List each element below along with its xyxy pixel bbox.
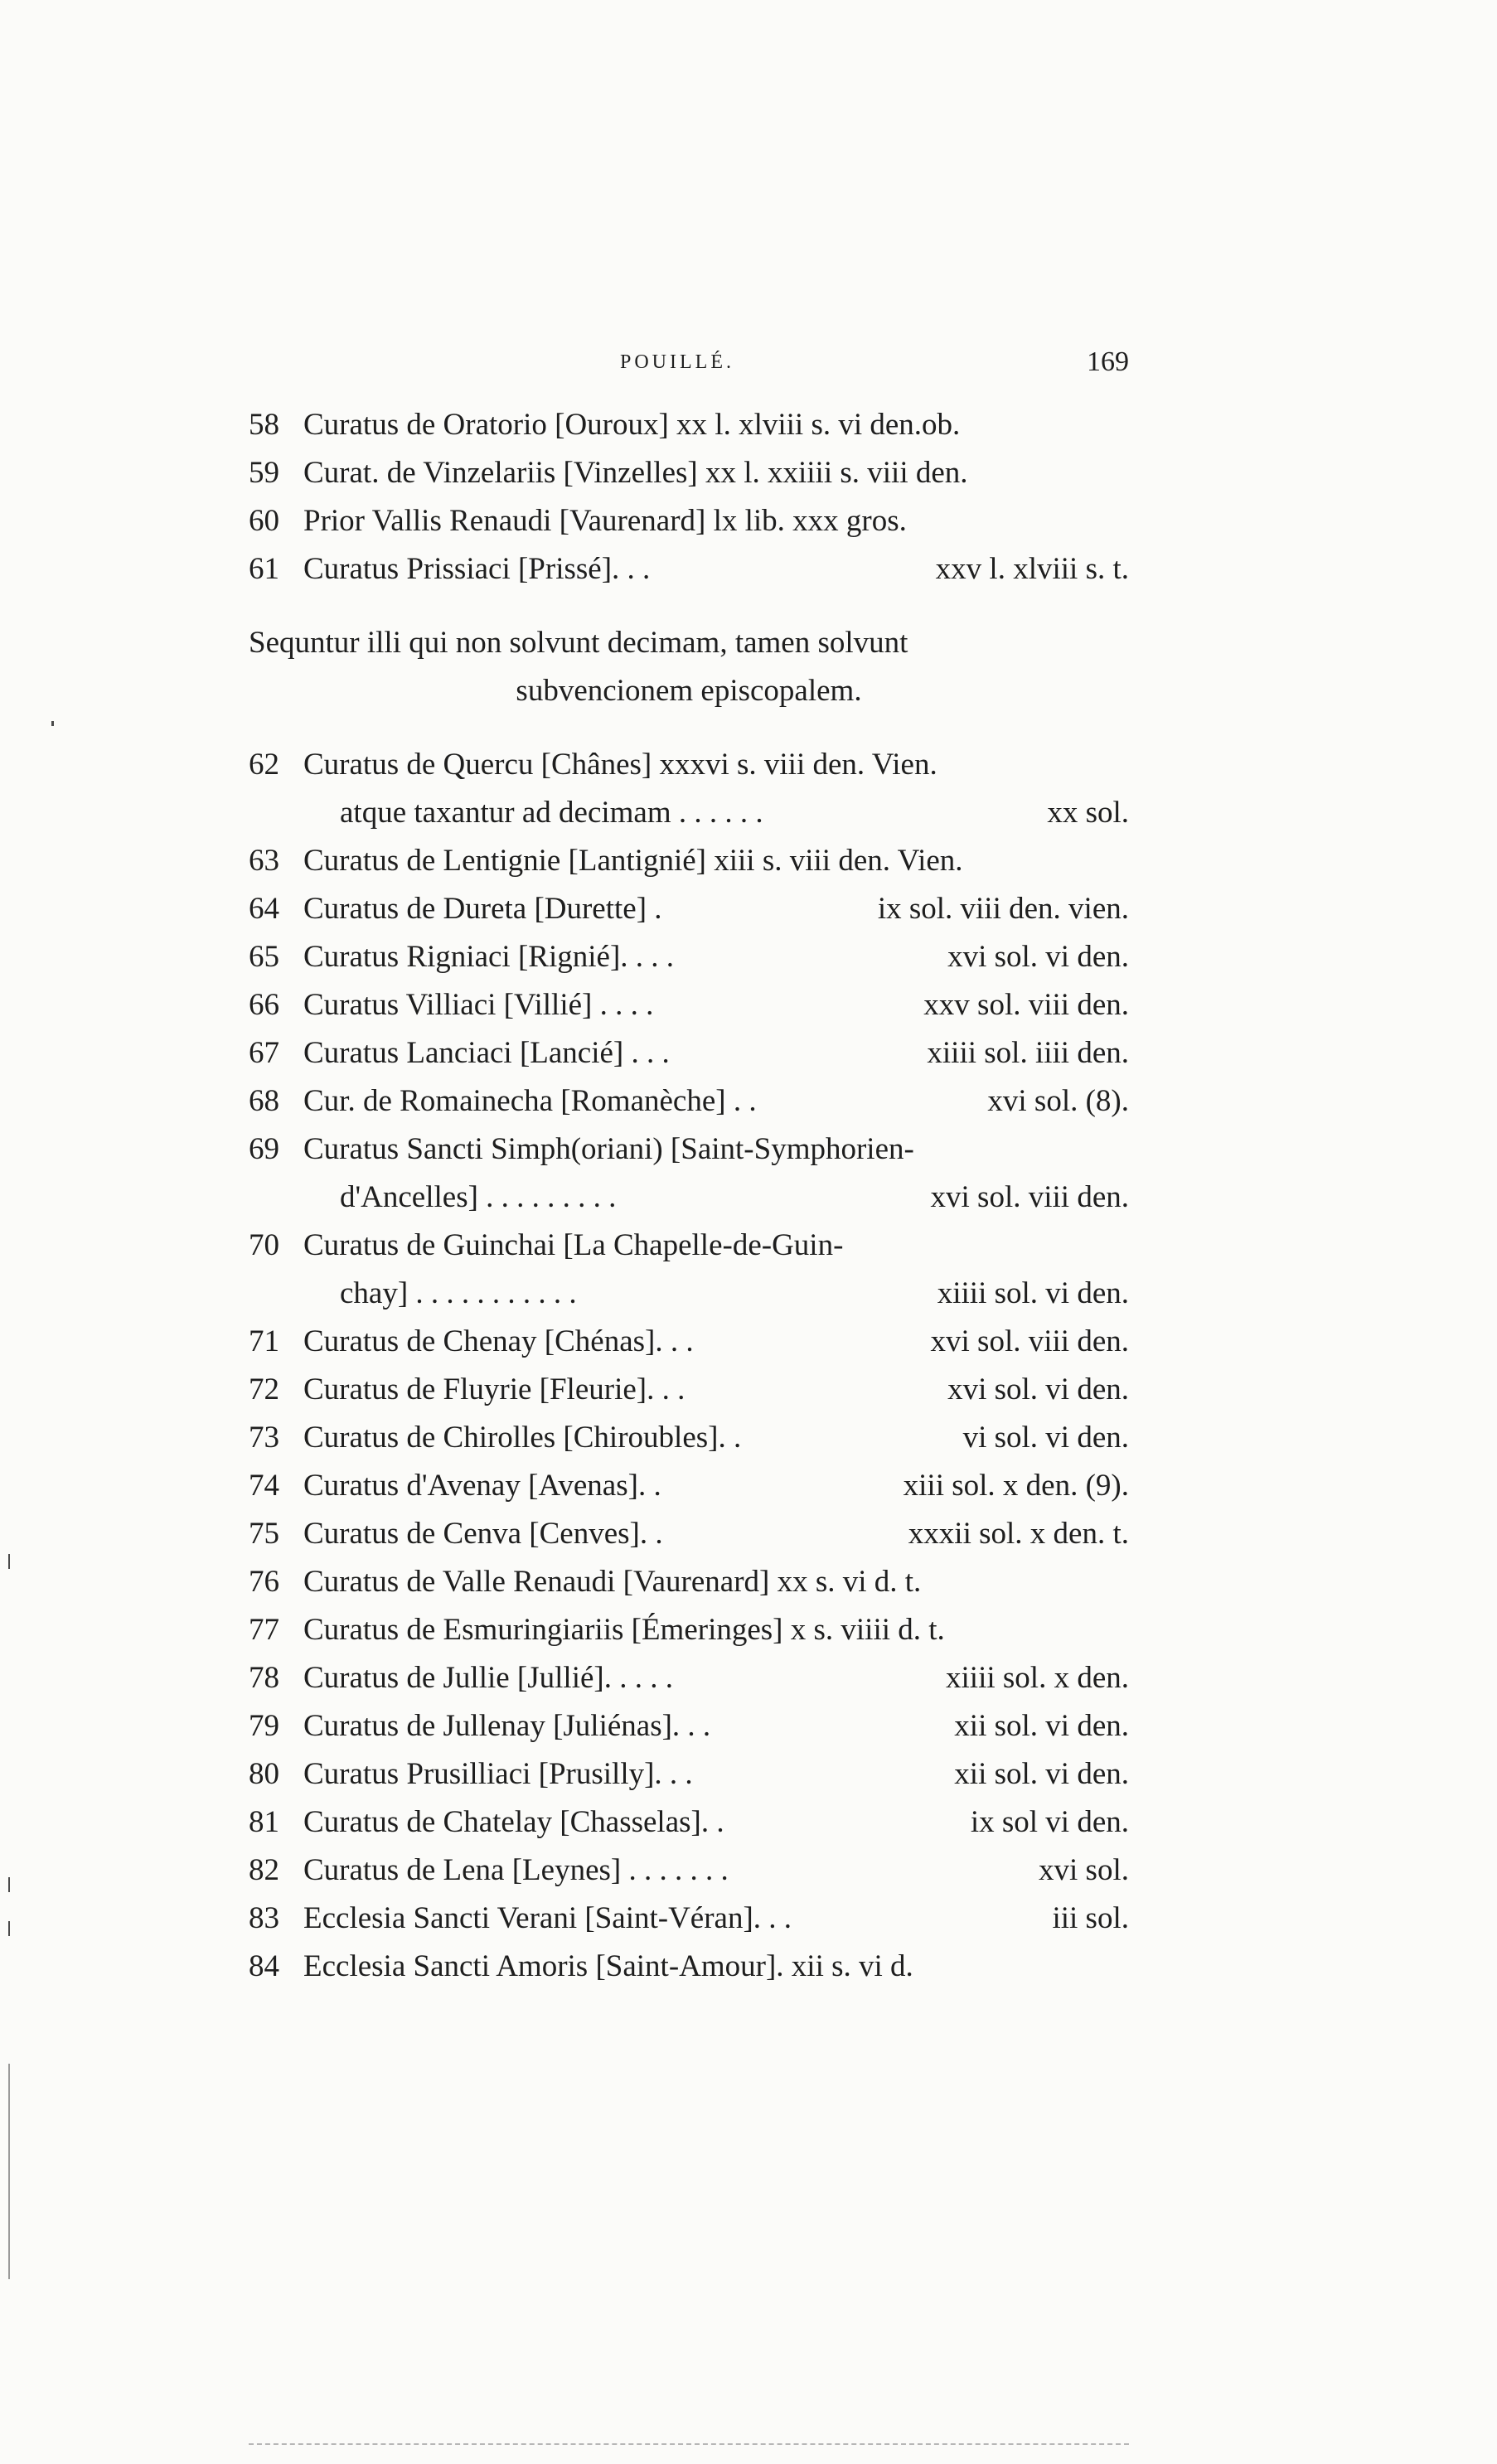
page-header bbox=[249, 346, 1129, 386]
entry-81 bbox=[249, 1801, 1129, 1844]
section-heading-line-2 bbox=[249, 670, 1129, 713]
entry-number: 78 bbox=[249, 1661, 279, 1695]
section-heading-line-1 bbox=[249, 622, 1129, 665]
entry-amount: xiiii sol. x den. bbox=[946, 1661, 1129, 1695]
entry-amount: xiiii sol. iiii den. bbox=[927, 1036, 1129, 1070]
entry-text: d'Ancelles] . . . . . . . . . bbox=[340, 1180, 617, 1214]
entry-text: atque taxantur ad decimam . . . . . . bbox=[340, 796, 763, 830]
entry-number: 81 bbox=[249, 1805, 279, 1839]
entry-text: Curatus Prissiaci [Prissé]. . . bbox=[303, 552, 651, 586]
entry-76 bbox=[249, 1561, 1129, 1604]
entry-text: Curatus d'Avenay [Avenas]. . bbox=[303, 1469, 661, 1503]
entry-text: Curatus Sancti Simph(oriani) [Saint-Symphorien- bbox=[303, 1132, 914, 1166]
entry-number: 72 bbox=[249, 1372, 279, 1406]
entry-text: Curatus de Jullie [Jullié]. . . . . bbox=[303, 1661, 673, 1695]
entry-text: Curatus de Guinchai [La Chapelle-de-Guin- bbox=[303, 1228, 844, 1262]
entry-83 bbox=[249, 1897, 1129, 1940]
entry-amount: xiiii sol. vi den. bbox=[937, 1276, 1129, 1310]
entry-text: Curat. de Vinzelariis [Vinzelles] xx l. xxiiii s. viii den. bbox=[303, 456, 968, 490]
scan-mark bbox=[8, 2064, 10, 2279]
entry-amount: xvi sol. vi den. bbox=[947, 1372, 1129, 1406]
running-title: POUILLÉ. bbox=[620, 351, 734, 373]
entry-77 bbox=[249, 1609, 1129, 1652]
entry-number: 58 bbox=[249, 408, 279, 442]
entry-number: 63 bbox=[249, 844, 279, 878]
section-heading-text: Sequntur illi qui non solvunt decimam, tamen solvunt bbox=[249, 626, 908, 660]
entry-text: Curatus de Cenva [Cenves]. . bbox=[303, 1517, 663, 1551]
entry-amount: xxv sol. viii den. bbox=[923, 988, 1129, 1022]
entry-65 bbox=[249, 936, 1129, 979]
entry-number: 60 bbox=[249, 504, 279, 538]
entry-84 bbox=[249, 1945, 1129, 1988]
entry-63 bbox=[249, 840, 1129, 883]
entry-71 bbox=[249, 1320, 1129, 1363]
section-heading-text: subvencionem episcopalem. bbox=[516, 674, 862, 708]
page-number: 169 bbox=[1087, 346, 1129, 377]
scan-mark bbox=[8, 1877, 10, 1892]
entry-number: 75 bbox=[249, 1517, 279, 1551]
entry-number: 67 bbox=[249, 1036, 279, 1070]
entry-amount: xxv l. xlviii s. t. bbox=[935, 552, 1129, 586]
entry-69 bbox=[249, 1128, 1129, 1171]
entry-amount: xx sol. bbox=[1047, 796, 1129, 830]
entry-text: Curatus de Fluyrie [Fleurie]. . . bbox=[303, 1372, 686, 1406]
entry-number: 70 bbox=[249, 1228, 279, 1262]
entry-67 bbox=[249, 1032, 1129, 1075]
entry-70 bbox=[249, 1224, 1129, 1267]
entry-number: 64 bbox=[249, 892, 279, 926]
entry-text: Curatus de Dureta [Durette] . bbox=[303, 892, 662, 926]
entry-number: 76 bbox=[249, 1565, 279, 1599]
entry-68 bbox=[249, 1080, 1129, 1123]
entry-amount: xii sol. vi den. bbox=[954, 1709, 1129, 1743]
entry-number: 59 bbox=[249, 456, 279, 490]
entry-amount: xvi sol. (8). bbox=[987, 1084, 1129, 1118]
entry-number: 79 bbox=[249, 1709, 279, 1743]
entry-82 bbox=[249, 1849, 1129, 1892]
entry-text: Curatus de Oratorio [Ouroux] xx l. xlviii s. vi den.ob. bbox=[303, 408, 961, 442]
bottom-rule bbox=[249, 2443, 1129, 2446]
entry-number: 69 bbox=[249, 1132, 279, 1166]
entry-number: 74 bbox=[249, 1469, 279, 1503]
entry-text: Curatus Rigniaci [Rignié]. . . . bbox=[303, 940, 675, 974]
scan-mark bbox=[51, 721, 54, 726]
entry-text: Cur. de Romainecha [Romanèche] . . bbox=[303, 1084, 757, 1118]
entry-75 bbox=[249, 1513, 1129, 1556]
entry-number: 68 bbox=[249, 1084, 279, 1118]
entry-amount: iii sol. bbox=[1052, 1901, 1129, 1935]
entry-text: chay] . . . . . . . . . . . bbox=[340, 1276, 577, 1310]
entry-66 bbox=[249, 984, 1129, 1027]
entry-69-continued bbox=[340, 1176, 1129, 1219]
entry-number: 80 bbox=[249, 1757, 279, 1791]
entry-72 bbox=[249, 1368, 1129, 1411]
entry-59 bbox=[249, 452, 1129, 495]
entry-text: Curatus de Lentignie [Lantignié] xiii s. viii den. Vien. bbox=[303, 844, 963, 878]
entry-text: Prior Vallis Renaudi [Vaurenard] lx lib. xxx gros. bbox=[303, 504, 907, 538]
entry-62-continued bbox=[340, 791, 1129, 835]
entry-text: Curatus de Jullenay [Juliénas]. . . bbox=[303, 1709, 711, 1743]
entry-text: Curatus Prusilliaci [Prusilly]. . . bbox=[303, 1757, 693, 1791]
entry-73 bbox=[249, 1416, 1129, 1460]
entry-text: Curatus de Quercu [Chânes] xxxvi s. viii den. Vien. bbox=[303, 748, 937, 782]
entry-60 bbox=[249, 500, 1129, 543]
entry-number: 83 bbox=[249, 1901, 279, 1935]
entry-text: Curatus Villiaci [Villié] . . . . bbox=[303, 988, 654, 1022]
entry-79 bbox=[249, 1705, 1129, 1748]
entry-text: Ecclesia Sancti Amoris [Saint-Amour]. xii s. vi d. bbox=[303, 1949, 913, 1983]
entry-62 bbox=[249, 743, 1129, 787]
entry-number: 66 bbox=[249, 988, 279, 1022]
entry-amount: xvi sol. vi den. bbox=[947, 940, 1129, 974]
entry-number: 73 bbox=[249, 1421, 279, 1455]
entry-number: 84 bbox=[249, 1949, 279, 1983]
scan-mark bbox=[8, 1554, 10, 1569]
entry-text: Curatus Lanciaci [Lancié] . . . bbox=[303, 1036, 670, 1070]
entry-78 bbox=[249, 1657, 1129, 1700]
entry-text: Curatus de Chenay [Chénas]. . . bbox=[303, 1324, 694, 1358]
entry-number: 61 bbox=[249, 552, 279, 586]
entry-amount: xxxii sol. x den. t. bbox=[908, 1517, 1129, 1551]
entry-text: Curatus de Valle Renaudi [Vaurenard] xx s. vi d. t. bbox=[303, 1565, 922, 1599]
entry-text: Curatus de Chatelay [Chasselas]. . bbox=[303, 1805, 724, 1839]
scan-mark bbox=[8, 1921, 10, 1936]
entry-amount: xii sol. vi den. bbox=[954, 1757, 1129, 1791]
entry-number: 71 bbox=[249, 1324, 279, 1358]
entry-text: Ecclesia Sancti Verani [Saint-Véran]. . . bbox=[303, 1901, 792, 1935]
entry-61 bbox=[249, 548, 1129, 591]
entry-58 bbox=[249, 404, 1129, 447]
entry-amount: vi sol. vi den. bbox=[962, 1421, 1129, 1455]
entry-number: 62 bbox=[249, 748, 279, 782]
entry-amount: ix sol. viii den. vien. bbox=[877, 892, 1129, 926]
entry-number: 65 bbox=[249, 940, 279, 974]
entry-amount: xiii sol. x den. (9). bbox=[903, 1469, 1129, 1503]
entry-74 bbox=[249, 1464, 1129, 1508]
entry-80 bbox=[249, 1753, 1129, 1796]
entry-text: Curatus de Chirolles [Chiroubles]. . bbox=[303, 1421, 742, 1455]
entry-text: Curatus de Lena [Leynes] . . . . . . . bbox=[303, 1853, 729, 1887]
entry-text: Curatus de Esmuringiariis [Émeringes] x s. viiii d. t. bbox=[303, 1613, 945, 1647]
entry-amount: xvi sol. viii den. bbox=[930, 1180, 1129, 1214]
entry-64 bbox=[249, 888, 1129, 931]
entry-amount: ix sol vi den. bbox=[970, 1805, 1129, 1839]
entry-amount: xvi sol. viii den. bbox=[930, 1324, 1129, 1358]
entry-number: 77 bbox=[249, 1613, 279, 1647]
entry-70-continued bbox=[340, 1272, 1129, 1315]
entry-amount: xvi sol. bbox=[1039, 1853, 1129, 1887]
entry-number: 82 bbox=[249, 1853, 279, 1887]
